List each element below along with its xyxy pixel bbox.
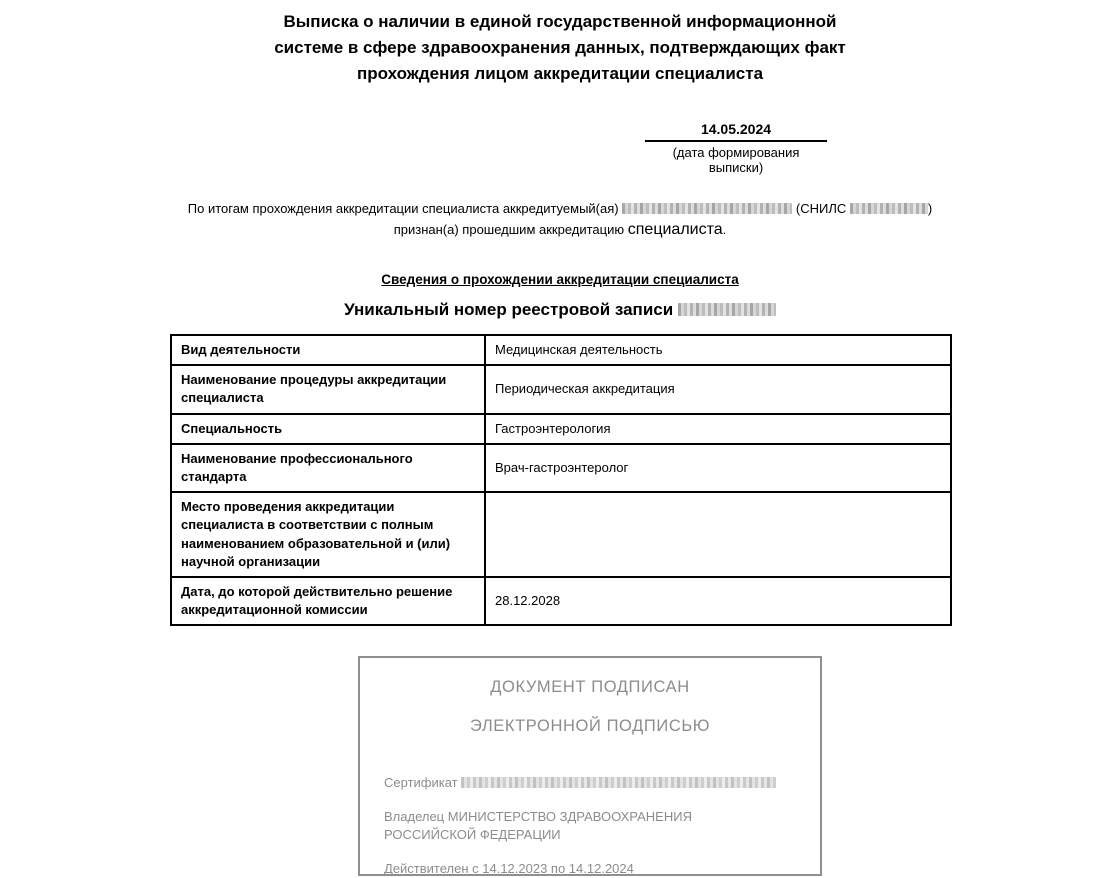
redacted-snils-number <box>850 203 928 214</box>
intro-paragraph <box>0 198 1120 240</box>
signature-title-line2: ЭЛЕКТРОННОЙ ПОДПИСЬЮ <box>469 717 711 736</box>
intro-text-3: ) <box>927 201 933 216</box>
table-row <box>171 577 951 625</box>
issue-date-block <box>645 121 827 175</box>
redacted-person-name <box>622 203 792 214</box>
row-value <box>485 492 951 577</box>
registry-number-label: Уникальный номер реестровой записи <box>344 300 674 319</box>
row-value: Медицинская деятельность <box>485 335 951 365</box>
section-heading: Сведения о прохождении аккредитации специалиста <box>381 272 739 287</box>
row-label: Наименование процедуры аккредитации специалиста <box>171 365 485 413</box>
owner-label: Владелец <box>384 809 445 825</box>
table-row <box>171 414 951 444</box>
document-title: Выписка о наличии в единой государственной информационной системе в сфере здравоохранения данных, подтверждающих факт прохождения лицом аккредитации специалиста <box>274 12 846 83</box>
registry-number-line <box>0 300 1120 320</box>
signature-title-line1: ДОКУМЕНТ ПОДПИСАН <box>490 678 690 697</box>
redacted-registry-number <box>678 303 776 316</box>
row-label: Специальность <box>171 414 485 444</box>
row-value: Периодическая аккредитация <box>485 365 951 413</box>
row-label: Место проведения аккредитации специалиста в соответствии с полным наименованием образовательной и (или) научной организации <box>171 492 485 577</box>
table-row <box>171 365 951 413</box>
row-value: 28.12.2028 <box>485 577 951 625</box>
intro-emphasis-word: специалиста <box>627 221 723 238</box>
certificate-row <box>384 774 796 792</box>
row-value: Врач-гастроэнтеролог <box>485 444 951 492</box>
electronic-signature-stamp <box>358 656 822 876</box>
validity-row: Действителен с 14.12.2023 по 14.12.2024 <box>384 861 634 877</box>
intro-text-2: (СНИЛС <box>795 201 847 216</box>
issue-date: 14.05.2024 <box>645 121 827 142</box>
issue-date-caption: (дата формирования выписки) <box>672 145 800 175</box>
table-row <box>171 444 951 492</box>
row-label: Наименование профессионального стандарта <box>171 444 485 492</box>
intro-tail: . <box>722 222 727 237</box>
accreditation-table <box>170 334 952 626</box>
owner-value: МИНИСТЕРСТВО ЗДРАВООХРАНЕНИЯ РОССИЙСКОЙ ФЕДЕРАЦИИ <box>384 809 692 843</box>
row-label: Вид деятельности <box>171 335 485 365</box>
row-value: Гастроэнтерология <box>485 414 951 444</box>
intro-text-4: признан(а) прошедшим аккредитацию <box>393 222 625 237</box>
table-row <box>171 492 951 577</box>
certificate-label: Сертификат <box>384 775 458 791</box>
row-label: Дата, до которой действительно решение аккредитационной комиссии <box>171 577 485 625</box>
owner-row <box>384 808 784 844</box>
table-row <box>171 335 951 365</box>
intro-text-1: По итогам прохождения аккредитации специалиста аккредитуемый(ая) <box>187 201 619 216</box>
redacted-certificate-number <box>461 777 776 788</box>
